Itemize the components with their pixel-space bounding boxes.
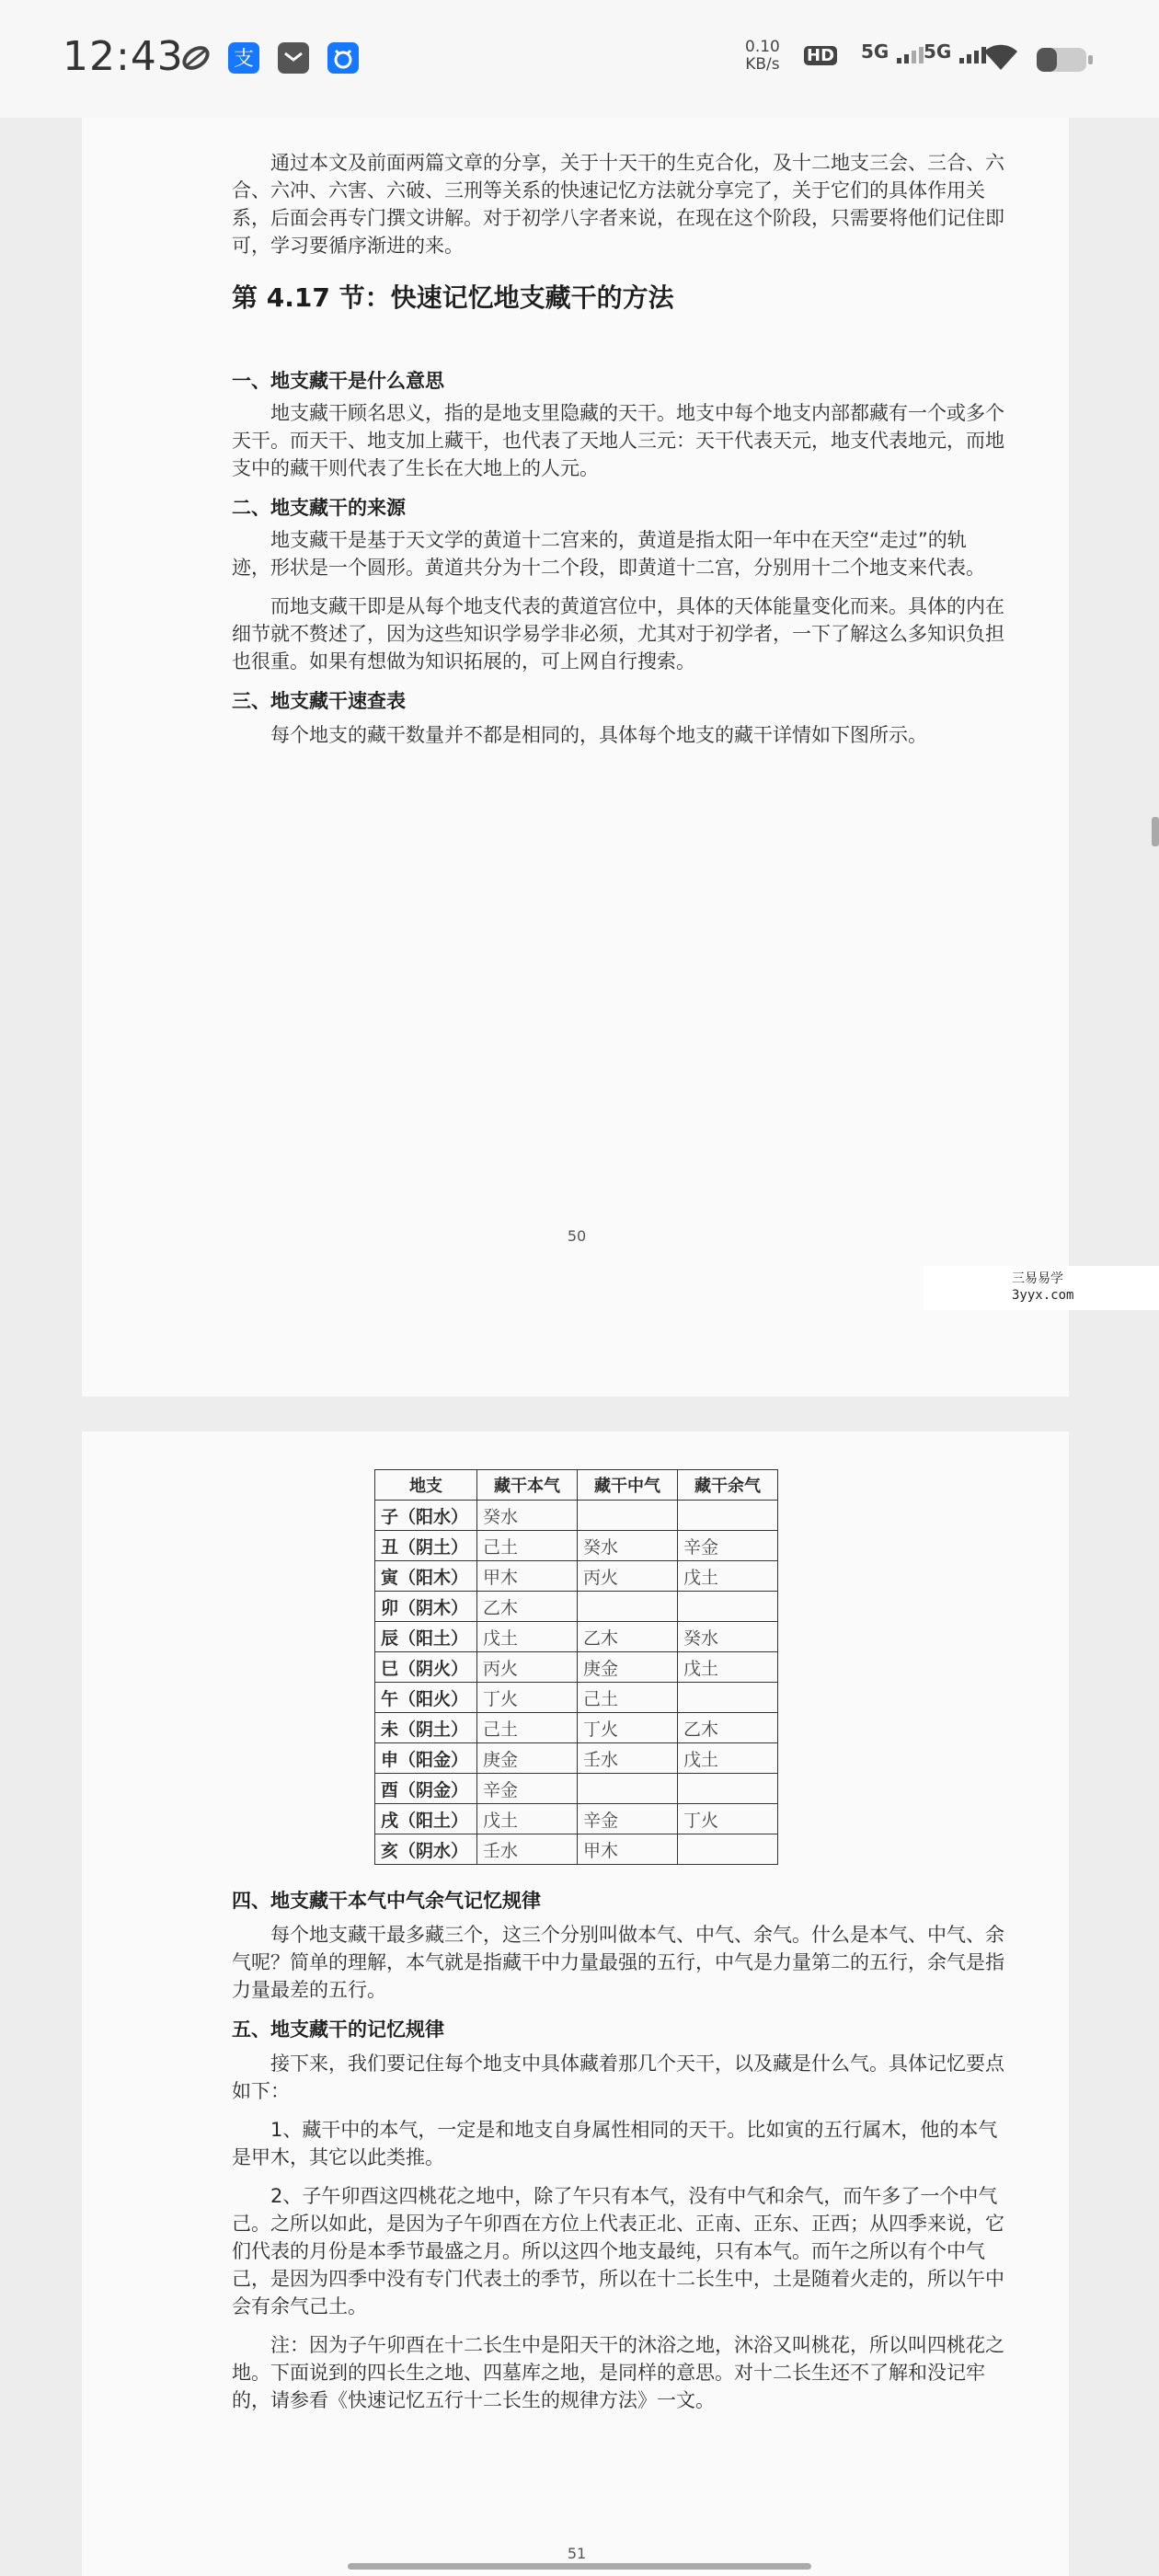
table-row — [375, 1804, 778, 1834]
document-page-51 — [82, 1432, 1069, 2576]
table-cell: 己土 — [578, 1683, 678, 1713]
page-50-content — [232, 118, 1004, 749]
paragraph: 而地支藏干即是从每个地支代表的黄道宫位中，具体的天体能量变化而来。具体的内在细节就不赘述了，因为这些知识学易学非必须，尤其对于初学者，一下了解这么多知识负担也很重。如果有想做为知识拓展的，可上网自行搜索。 — [232, 595, 1004, 673]
table-cell: 辛金 — [678, 1531, 778, 1561]
heading-origin: 二、地支藏干的来源 — [232, 497, 406, 519]
table-cell: 乙木 — [678, 1713, 778, 1743]
table-cell: 子（阳水） — [375, 1501, 477, 1531]
table-cell: 辛金 — [477, 1774, 578, 1804]
sim1-signal: 5G — [861, 40, 932, 65]
table-cell: 戊土 — [678, 1561, 778, 1592]
table-row — [375, 1592, 778, 1622]
wifi-icon — [982, 42, 1019, 76]
heading-lookup-table: 三、地支藏干速查表 — [232, 690, 406, 712]
table-row — [375, 1743, 778, 1774]
network-speed: 0.10 KB/s — [745, 38, 780, 74]
table-header: 藏干本气 — [477, 1470, 578, 1501]
paragraph: 地支藏干顾名思义，指的是地支里隐藏的天干。地支中每个地支内部都藏有一个或多个天干。而天干、地支加上藏干，也代表了天地人三元：天干代表天元，地支代表地元，而地支中的藏干则代表了生长在大地上的人元。 — [232, 402, 1004, 479]
table-cell: 午（阳火） — [375, 1683, 477, 1713]
table-cell: 戊土 — [678, 1652, 778, 1683]
table-cell: 亥（阴水） — [375, 1834, 477, 1865]
table-cell: 庚金 — [578, 1652, 678, 1683]
clock: 12:43 — [63, 33, 184, 80]
sim2-signal: 5G — [924, 40, 994, 65]
table-cell: 寅（阳木） — [375, 1561, 477, 1592]
table-cell: 辛金 — [578, 1804, 678, 1834]
page-51-content — [232, 1886, 1004, 2414]
table-row — [375, 1713, 778, 1743]
heading-memory-rules: 五、地支藏干的记忆规律 — [232, 2018, 444, 2041]
page-number: 51 — [567, 2545, 587, 2562]
site-watermark: 三易易学 3yyx.com — [924, 1266, 1159, 1310]
table-cell: 壬水 — [578, 1743, 678, 1774]
table-cell: 戊土 — [477, 1804, 578, 1834]
table-header: 藏干余气 — [678, 1470, 778, 1501]
table-cell — [578, 1774, 678, 1804]
table-cell: 丙火 — [477, 1652, 578, 1683]
table-cell: 辰（阳土） — [375, 1622, 477, 1652]
table-header: 藏干中气 — [578, 1470, 678, 1501]
document-page-50 — [82, 118, 1069, 1397]
table-cell: 丁火 — [477, 1683, 578, 1713]
table-row — [375, 1774, 778, 1804]
table-row — [375, 1561, 778, 1592]
table-cell: 乙木 — [578, 1622, 678, 1652]
table-cell: 卯（阴木） — [375, 1592, 477, 1622]
paragraph: 每个地支的藏干数量并不都是相同的，具体每个地支的藏干详情如下图所示。 — [270, 724, 927, 746]
table-cell: 巳（阴火） — [375, 1652, 477, 1683]
table-cell — [678, 1592, 778, 1622]
table-cell — [678, 1501, 778, 1531]
section-title: 第 4.17 节：快速记忆地支藏干的方法 — [232, 282, 674, 313]
svg-text:支: 支 — [233, 48, 255, 71]
table-row — [375, 1531, 778, 1561]
paragraph: 1、藏干中的本气，一定是和地支自身属性相同的天干。比如寅的五行属木，他的本气是甲木，其它以此类推。 — [232, 2119, 998, 2168]
table-cell: 甲木 — [578, 1834, 678, 1865]
table-cell: 乙木 — [477, 1592, 578, 1622]
table-header-row — [375, 1470, 778, 1501]
table-cell: 戊土 — [678, 1743, 778, 1774]
heading-qi-rules: 四、地支藏干本气中气余气记忆规律 — [232, 1890, 541, 1912]
paragraph: 地支藏干是基于天文学的黄道十二宫来的，黄道是指太阳一年中在天空“走过”的轨迹，形状是一个圆形。黄道共分为十二个段，即黄道十二宫，分别用十二个地支来代表。 — [232, 529, 985, 579]
table-cell — [578, 1501, 678, 1531]
table-cell: 丙火 — [578, 1561, 678, 1592]
table-cell — [678, 1774, 778, 1804]
table-cell: 丁火 — [578, 1713, 678, 1743]
table-cell — [578, 1592, 678, 1622]
paragraph: 2、子午卯酉这四桃花之地中，除了午只有本气，没有中气和余气，而午多了一个中气己。之所以如此，是因为子午卯酉在方位上代表正北、正南、正东、正西；从四季来说，它们代表的月份是本季节最盛之月。所以这四个地支最纯，只有本气。而午之所以有个中气己，是因为四季中没有专门代表土的季节，所以在十二长生中，土是随着火走的，所以午中会有余气己土。 — [232, 2185, 1004, 2317]
table-cell: 癸水 — [477, 1501, 578, 1531]
table-cell: 戌（阳土） — [375, 1804, 477, 1834]
intro-paragraph: 通过本文及前面两篇文章的分享，关于十天干的生克合化，及十二地支三会、三合、六合、六冲、六害、六破、三刑等关系的快速记忆方法就分享完了，关于它们的具体作用关系，后面会再专门撰文讲解。对于初学八字者来说，在现在这个阶段，只需要将他们记住即可，学习要循序渐进的来。 — [232, 152, 1004, 257]
paragraph: 每个地支藏干最多藏三个，这三个分别叫做本气、中气、余气。什么是本气、中气、余气呢？简单的理解，本气就是指藏干中力量最强的五行，中气是力量第二的五行，余气是指力量最差的五行。 — [232, 1924, 1004, 2001]
scrollbar-thumb[interactable] — [1152, 817, 1159, 846]
table-cell: 丑（阴土） — [375, 1531, 477, 1561]
heading-what-is: 一、地支藏干是什么意思 — [232, 370, 444, 392]
table-cell: 戊土 — [477, 1622, 578, 1652]
table-cell: 癸水 — [578, 1531, 678, 1561]
hd-indicator: HD — [804, 46, 837, 65]
status-bar — [0, 0, 1159, 118]
page-number: 50 — [567, 1227, 587, 1245]
table-cell: 癸水 — [678, 1622, 778, 1652]
table-cell: 甲木 — [477, 1561, 578, 1592]
paragraph: 注：因为子午卯酉在十二长生中是阳天干的沐浴之地，沐浴又叫桃花，所以叫四桃花之地。下面说到的四长生之地、四墓库之地，是同样的意思。对十二长生还不了解和没记牢的，请参看《快速记忆五行十二长生的规律方法》一文。 — [232, 2334, 1004, 2411]
table-cell — [678, 1683, 778, 1713]
battery-icon — [1036, 46, 1095, 78]
table-cell: 丁火 — [678, 1804, 778, 1834]
table-row — [375, 1652, 778, 1683]
table-row — [375, 1834, 778, 1865]
mail-app-icon — [278, 42, 309, 74]
table-cell: 未（阴土） — [375, 1713, 477, 1743]
alarm-app-icon — [327, 42, 359, 74]
table-row — [375, 1622, 778, 1652]
table-cell: 己土 — [477, 1531, 578, 1561]
table-cell: 庚金 — [477, 1743, 578, 1774]
table-cell: 壬水 — [477, 1834, 578, 1865]
leaf-app-icon — [180, 42, 212, 74]
table-row — [375, 1501, 778, 1531]
table-row — [375, 1683, 778, 1713]
table-cell — [678, 1834, 778, 1865]
alipay-icon — [228, 42, 259, 74]
home-indicator[interactable] — [348, 2563, 811, 2570]
paragraph: 接下来，我们要记住每个地支中具体藏着那几个天干，以及藏是什么气。具体记忆要点如下： — [232, 2053, 1004, 2102]
table-cell: 申（阳金） — [375, 1743, 477, 1774]
table-cell: 酉（阴金） — [375, 1774, 477, 1804]
table-header: 地支 — [375, 1470, 477, 1501]
table-cell: 己土 — [477, 1713, 578, 1743]
hidden-stems-table — [374, 1469, 778, 1865]
